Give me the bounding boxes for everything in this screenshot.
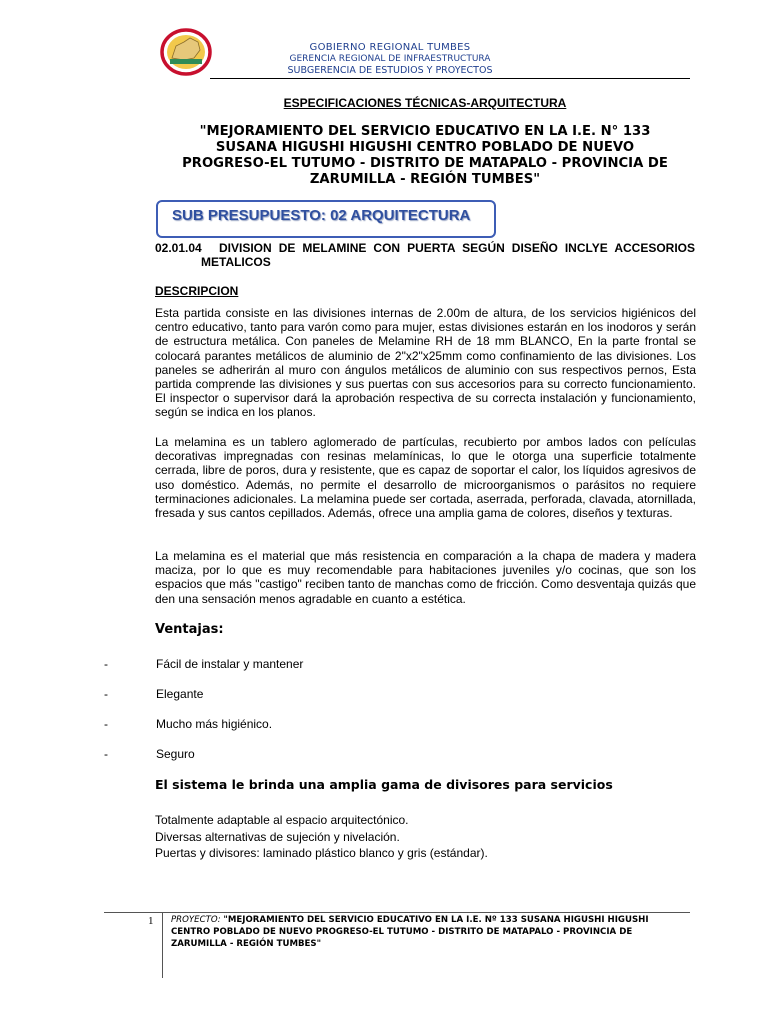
system-heading: El sistema le brinda una amplia gama de divisores para servicios [155, 777, 613, 792]
footer-divider [104, 912, 690, 913]
system-feature-line: Totalmente adaptable al espacio arquitectónico. [155, 813, 409, 827]
advantage-item: Fácil de instalar y mantener [156, 657, 304, 671]
footer-vertical-rule [162, 912, 163, 978]
system-feature-line: Diversas alternativas de sujeción y nivelación. [155, 829, 400, 844]
item-title-line-2: METALICOS [201, 255, 271, 269]
page-number: 1 [148, 915, 154, 927]
footer-project-text: "MEJORAMIENTO DEL SERVICIO EDUCATIVO EN LA I.E. Nº 133 SUSANA HIGUSHI HIGUSHI CENTRO POBLADO DE NUEVO PROGRESO-EL TUTUMO - DISTRITO DE MATAPALO - PROVINCIA DE ZARUMILLA - REGIÓN TUMBES" [171, 915, 649, 949]
project-title-line: PROGRESO-EL TUTUMO - DISTRITO DE MATAPALO - PROVINCIA DE [182, 156, 668, 171]
paragraph: La melamina es un tablero aglomerado de partículas, recubierto por ambos lados con películas decorativas impregnadas con resinas melamínicas, lo que le otorga una superficie totalmente cerrada, libre de poros, dura y resistente, que es capaz de soportar el calor, los líquidos agresivos de uso doméstico. Además, no permite el desarrollo de microorganismos o parásitos no requiere terminaciones adicionales. La melamina puede ser cortada, aserrada, perforada, clavada, atornillada, fresada y sus cantos cepillados. Además, ofrece una amplia gama de colores, diseños y texturas. [155, 435, 696, 521]
project-title-line: "MEJORAMIENTO DEL SERVICIO EDUCATIVO EN LA I.E. N° 133 [199, 124, 651, 139]
project-title-line: ZARUMILLA - REGIÓN TUMBES" [309, 172, 541, 187]
header-line-3: SUBGERENCIA DE ESTUDIOS Y PROYECTOS [287, 65, 493, 76]
item-heading [155, 241, 695, 269]
bullet-dash: - [104, 747, 108, 761]
footer-project [171, 914, 671, 950]
item-title-line-1: DIVISION DE MELAMINE CON PUERTA SEGÚN DISEÑO INCLYE ACCESORIOS [219, 241, 695, 255]
paragraph: La melamina es el material que más resistencia en comparación a la chapa de madera y madera maciza, por lo que es muy recomendable para habitaciones juveniles y/o cocinas, que son los espacios que más "castigo" reciben tanto de manchas como de fricción. Como desventaja quizás que den una sensación menos agradable en cuanto a estética. [155, 549, 696, 606]
system-feature-line: Puertas y divisores: laminado plástico blanco y gris (estándar). [155, 846, 488, 860]
item-code: 02.01.04 [155, 241, 202, 255]
description-heading: DESCRIPCION [155, 284, 239, 298]
paragraph: Esta partida consiste en las divisiones internas de 2.00m de altura, de los servicios higiénicos del centro educativo, tanto para varón como para mujer, estas divisiones estarán en los inodoros y serán de estructura metálica. Con paneles de Melamine RH de 18 mm BLANCO, En la parte frontal se colocará parantes metálicos de aluminio de 2"x2"x25mm como confinamiento de las divisiones. Los paneles se adherirán al muro con ángulos metálicos de aluminio con sus respectivos pernos, Esta partida comprende las divisiones y sus puertas con sus accesorios para su correcto funcionamiento. El inspector o supervisor dará la aprobación respectiva de su correcta instalación y funcionamiento, según se indica en los planos. [155, 306, 696, 420]
header-divider [210, 78, 690, 79]
project-title-line: SUSANA HIGUSHI HIGUSHI CENTRO POBLADO DE NUEVO [215, 140, 635, 155]
spec-title: ESPECIFICACIONES TÉCNICAS-ARQUITECTURA [283, 96, 567, 110]
bullet-dash: - [104, 657, 108, 671]
advantages-heading: Ventajas: [155, 622, 224, 637]
system-features [155, 812, 488, 862]
advantage-item: Mucho más higiénico. [156, 717, 273, 731]
advantage-item: Elegante [156, 687, 204, 701]
header-line-2: GERENCIA REGIONAL DE INFRAESTRUCTURA [289, 54, 491, 64]
gobierno-regional-logo [160, 28, 212, 76]
bullet-dash: - [104, 687, 108, 701]
bullet-dash: - [104, 717, 108, 731]
header-line-1: GOBIERNO REGIONAL TUMBES [309, 42, 471, 53]
footer-project-label: PROYECTO: [171, 915, 221, 925]
project-title [155, 124, 695, 188]
sub-presupuesto-label: SUB PRESUPUESTO: 02 ARQUITECTURA [172, 207, 471, 224]
advantage-item: Seguro [156, 747, 195, 761]
